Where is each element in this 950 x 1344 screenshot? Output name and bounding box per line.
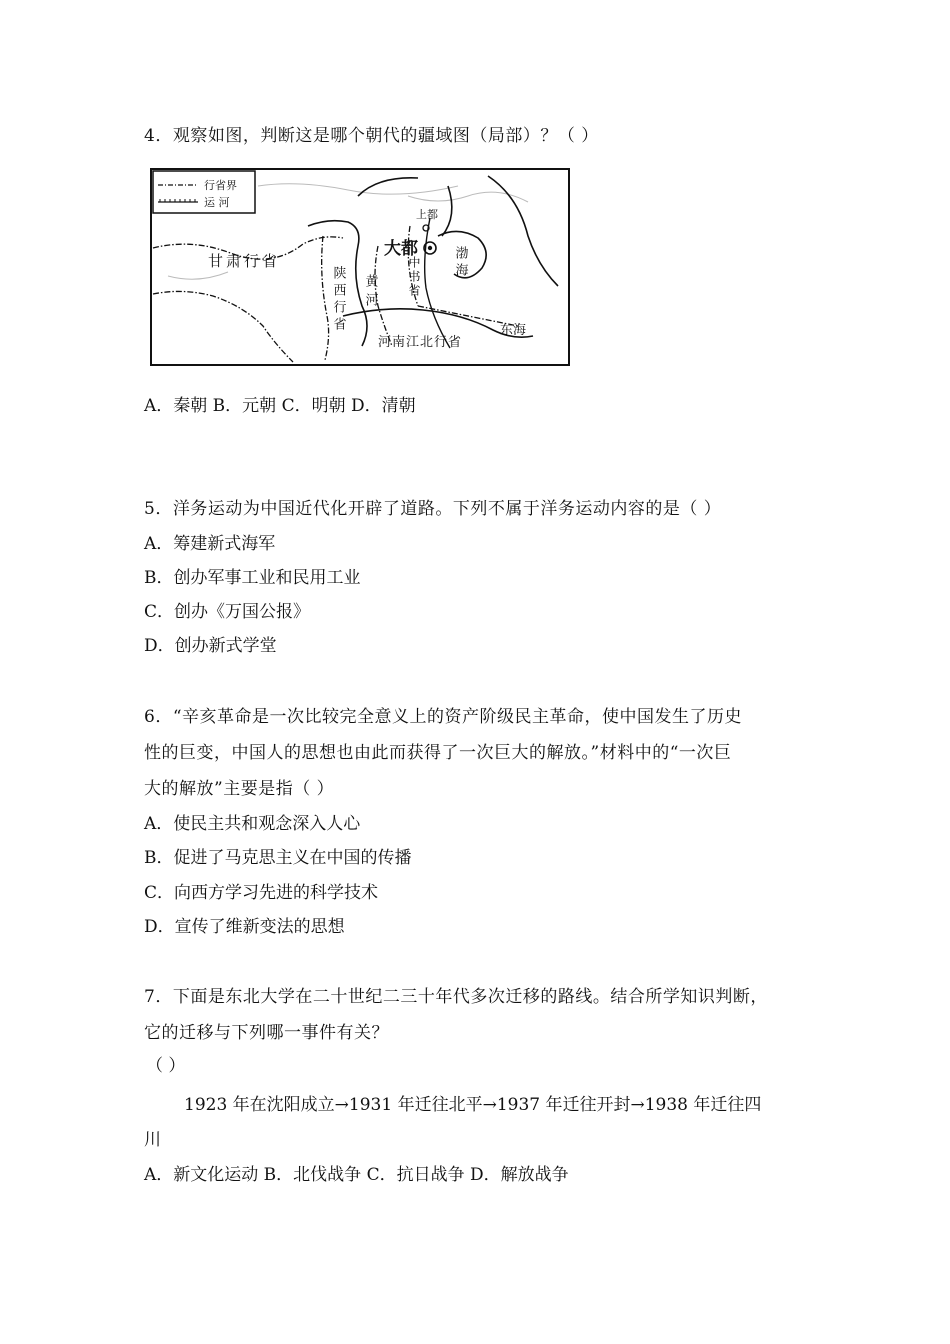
q6-stem-line3: 大的解放”主要是指（ ） xyxy=(144,779,335,799)
q7-options: A．新文化运动 B．北伐战争 C．抗日战争 D．解放战争 xyxy=(144,1165,569,1185)
label-bohai: 渤海 xyxy=(452,246,468,280)
q6-option-d: D．宣传了维新变法的思想 xyxy=(144,917,345,937)
q6-option-a: A．使民主共和观念深入人心 xyxy=(144,814,361,834)
q7-stem-line1: 7．下面是东北大学在二十世纪二三十年代多次迁移的路线。结合所学知识判断， xyxy=(144,987,768,1007)
label-gansu: 甘肃行省 xyxy=(208,252,281,270)
q6-stem-line1: 6．“辛亥革命是一次比较完全意义上的资产阶级民主革命，使中国发生了历史 xyxy=(144,707,743,727)
q6-option-b: B．促进了马克思主义在中国的传播 xyxy=(144,848,412,868)
map-figure xyxy=(148,166,572,368)
q7-answer-paren: （ ） xyxy=(146,1056,186,1076)
q5-stem: 5．洋务运动为中国近代化开辟了道路。下列不属于洋务运动内容的是（ ） xyxy=(144,499,722,519)
legend-boundary-label: 行省界 xyxy=(204,179,237,192)
label-shaanxi: 陕西行省 xyxy=(330,266,346,334)
q4-stem: 4．观察如图，判断这是哪个朝代的疆域图（局部）？（ ） xyxy=(144,126,599,146)
q6-stem-line2: 性的巨变，中国人的思想也由此而获得了一次巨大的解放。”材料中的“一次巨 xyxy=(144,743,732,763)
label-dadu: 大都 xyxy=(384,239,418,259)
q7-route-line2: 川 xyxy=(144,1130,161,1150)
q5-option-c: C．创办《万国公报》 xyxy=(144,602,311,622)
label-shangdu: 上都 xyxy=(416,208,438,221)
q5-option-a: A．筹建新式海军 xyxy=(144,534,276,554)
yuan-territory-map xyxy=(148,166,572,368)
q7-route-line1: 1923 年在沈阳成立→1931 年迁往北平→1937 年迁往开封→1938 年迁往四 xyxy=(184,1095,762,1115)
label-zhongshu: 中书省 xyxy=(407,256,421,298)
q4-options: A．秦朝 B．元朝 C．明朝 D．清朝 xyxy=(144,396,416,416)
label-donghai: 东海 xyxy=(500,323,527,338)
q5-option-d: D．创办新式学堂 xyxy=(144,636,277,656)
q6-option-c: C．向西方学习先进的科学技术 xyxy=(144,883,379,903)
q5-option-b: B．创办军事工业和民用工业 xyxy=(144,568,361,588)
label-henan: 河南江北行省 xyxy=(378,335,463,350)
legend-canal-label: 运 河 xyxy=(204,196,230,209)
label-yellow-river: 黄河 xyxy=(362,274,378,312)
q7-stem-line2: 它的迁移与下列哪一事件有关？ xyxy=(144,1023,389,1043)
